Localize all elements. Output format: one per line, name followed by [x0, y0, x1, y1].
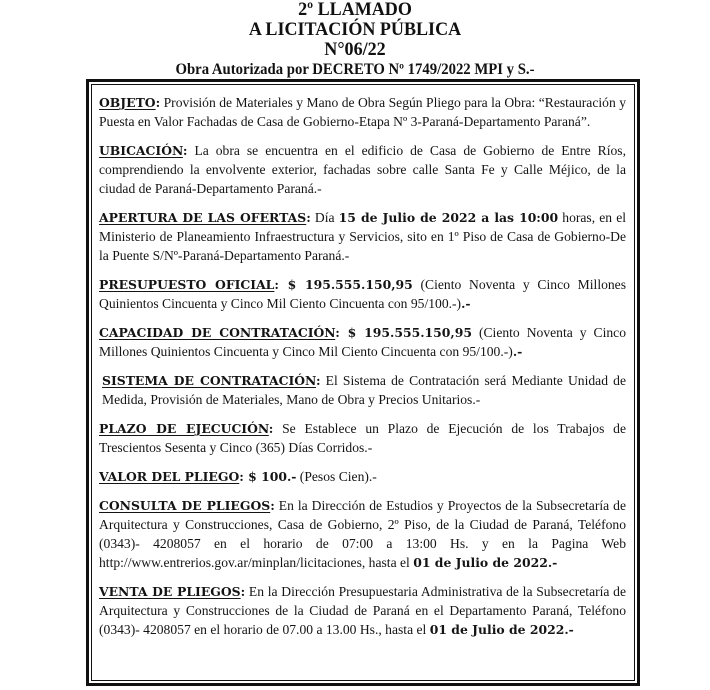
section-text: Se Establece un Plazo de Ejecución de los Trabajos de Trescientos Sesenta y Cinco (365) Días Corridos.-: [99, 421, 626, 455]
section-text: En la Dirección Presupuestaria Administrativa de la Subsecretaría de Arquitectura y Construcciones de la Ciudad de Paraná en el Departamento Paraná, Teléfono (0343)- 4208057 en el horario de 07.00 a 13.00 Hs., hasta el: [99, 584, 626, 637]
section-text: horas, en el Ministerio de Planeamiento Infraestructura y Servicios, sito en 1º Piso de Casa de Gobierno-De la Puente S/Nº-Paraná-Departamento Paraná.-: [99, 210, 627, 263]
capacity-amount: $ 195.555.150,95: [339, 325, 472, 340]
section-sistema: SISTEMA DE CONTRATACIÓN: El Sistema de Contratación será Mediante Unidad de Medida, Provisión de Materiales, Mano de Obra y Precios Unitarios.-: [102, 373, 626, 407]
section-label: OBJETO: [99, 95, 156, 110]
section-label: SISTEMA DE CONTRATACIÓN: [102, 373, 316, 388]
section-plazo: PLAZO DE EJECUCIÓN: Se Establece un Plazo de Ejecución de los Trabajos de Trescientos Sesenta y Cinco (365) Días Corridos.-: [99, 421, 626, 455]
opening-date: 15 de Julio de 2022 a las 10:00: [338, 210, 559, 225]
section-venta: VENTA DE PLIEGOS: En la Dirección Presupuestaria Administrativa de la Subsecretaría de Arquitectura y Construcciones de la Ciudad de Paraná en el Departamento Paraná, Teléfono (0343)- 4208057 en el horario de 07.00 a 13.00 Hs., hasta el 01 de Julio de 2022.-: [99, 584, 626, 637]
section-label: PRESUPUESTO OFICIAL: [99, 277, 275, 292]
section-label: PLAZO DE EJECUCIÓN: [99, 421, 269, 436]
section-text: (Ciento Noventa y Cinco Millones Quinientos Cincuenta y Cinco Mil Ciento Cincuenta con 95/100.-): [99, 277, 627, 311]
budget-amount: $ 195.555.150,95: [278, 277, 413, 292]
section-label: UBICACIÓN: [99, 143, 183, 158]
tender-title: A LICITACIÓN PÚBLICA: [248, 19, 462, 40]
section-label: CONSULTA DE PLIEGOS: [99, 498, 271, 513]
section-label: CAPACIDAD DE CONTRATACIÓN: [99, 325, 336, 340]
section-text: La obra se encuentra en el edificio de Casa de Gobierno de Entre Ríos, comprendiendo la envolvente exterior, fachadas sobre calle Santa Fe y Calle Méjico, de la ciudad de Paraná-Departamento Paraná.-: [99, 143, 626, 196]
decree-authorization: Obra Autorizada por DECRETO Nº 1749/2022 MPI y S.-: [175, 61, 535, 78]
consultation-deadline: 01 de Julio de 2022.-: [413, 555, 558, 570]
section-text: En la Dirección de Estudios y Proyectos de la Subsecretaría de Arquitectura y Construcciones, Casa de Gobierno, 2º Piso, de la Ciudad de Paraná, Teléfono (0343)- 4208057 en el horario de 07:00 a 13:00 Hs. y en la Pagina Web http://www.entrerios.gov.ar/minplan/licitaciones, hasta el: [99, 498, 626, 570]
section-consulta: CONSULTA DE PLIEGOS: En la Dirección de Estudios y Proyectos de la Subsecretaría de Arquitectura y Construcciones, Casa de Gobierno, 2º Piso, de la Ciudad de Paraná, Teléfono (0343)- 4208057 en el horario de 07:00 a 13:00 Hs. y en la Pagina Web http://www.entrerios.gov.ar/minplan/licitaciones, hasta el 01 de Julio de 2022.-: [99, 498, 626, 570]
section-text: El Sistema de Contratación será Mediante Unidad de Medida, Provisión de Materiales, Mano de Obra y Precios Unitarios.-: [102, 373, 626, 407]
section-text: (Ciento Noventa y Cinco Millones Quinientos Cincuenta y Cinco Mil Ciento Cincuenta con 95/100.-): [99, 325, 626, 359]
section-label: APERTURA DE LAS OFERTAS: [99, 210, 307, 225]
tender-details-box: [86, 79, 640, 686]
section-valor: VALOR DEL PLIEGO: $ 100.- (Pesos Cien).-: [99, 469, 377, 484]
tender-details: [99, 93, 626, 649]
document-header: [0, 0, 710, 80]
section-label: VENTA DE PLIEGOS: [99, 584, 241, 599]
section-label: VALOR DEL PLIEGO: [99, 469, 240, 484]
section-text: Provisión de Materiales y Mano de Obra Según Pliego para la Obra: “Restauración y Puesta en Valor Fachadas de Casa de Gobierno-Etapa Nº 3-Paraná-Departamento Paraná”.: [99, 95, 626, 129]
tender-number: N°06/22: [324, 39, 386, 60]
section-apertura: APERTURA DE LAS OFERTAS: Día 15 de Julio de 2022 a las 10:00 horas, en el Ministerio de Planeamiento Infraestructura y Servicios, sito en 1º Piso de Casa de Gobierno-De la Puente S/Nº-Paraná-Departamento Paraná.-: [99, 210, 627, 263]
call-number-title: 2º LLAMADO: [298, 0, 412, 20]
section-ubicacion: UBICACIÓN: La obra se encuentra en el edificio de Casa de Gobierno de Entre Ríos, comprendiendo la envolvente exterior, fachadas sobre calle Santa Fe y Calle Méjico, de la ciudad de Paraná-Departamento Paraná.-: [99, 143, 626, 196]
section-presupuesto: PRESUPUESTO OFICIAL: $ 195.555.150,95 (Ciento Noventa y Cinco Millones Quinientos Cincuenta y Cinco Mil Ciento Cincuenta con 95/100.-).-: [99, 277, 627, 311]
sale-deadline: 01 de Julio de 2022.-: [429, 622, 574, 637]
section-text: (Pesos Cien).-: [296, 469, 377, 484]
document-price: $ 100.-: [243, 469, 297, 484]
section-capacidad: CAPACIDAD DE CONTRATACIÓN: $ 195.555.150,95 (Ciento Noventa y Cinco Millones Quinientos Cincuenta y Cinco Mil Ciento Cincuenta con 95/100.-).-: [99, 325, 626, 359]
section-objeto: OBJETO: Provisión de Materiales y Mano de Obra Según Pliego para la Obra: “Restauración y Puesta en Valor Fachadas de Casa de Gobierno-Etapa Nº 3-Paraná-Departamento Paraná”.: [99, 95, 626, 129]
